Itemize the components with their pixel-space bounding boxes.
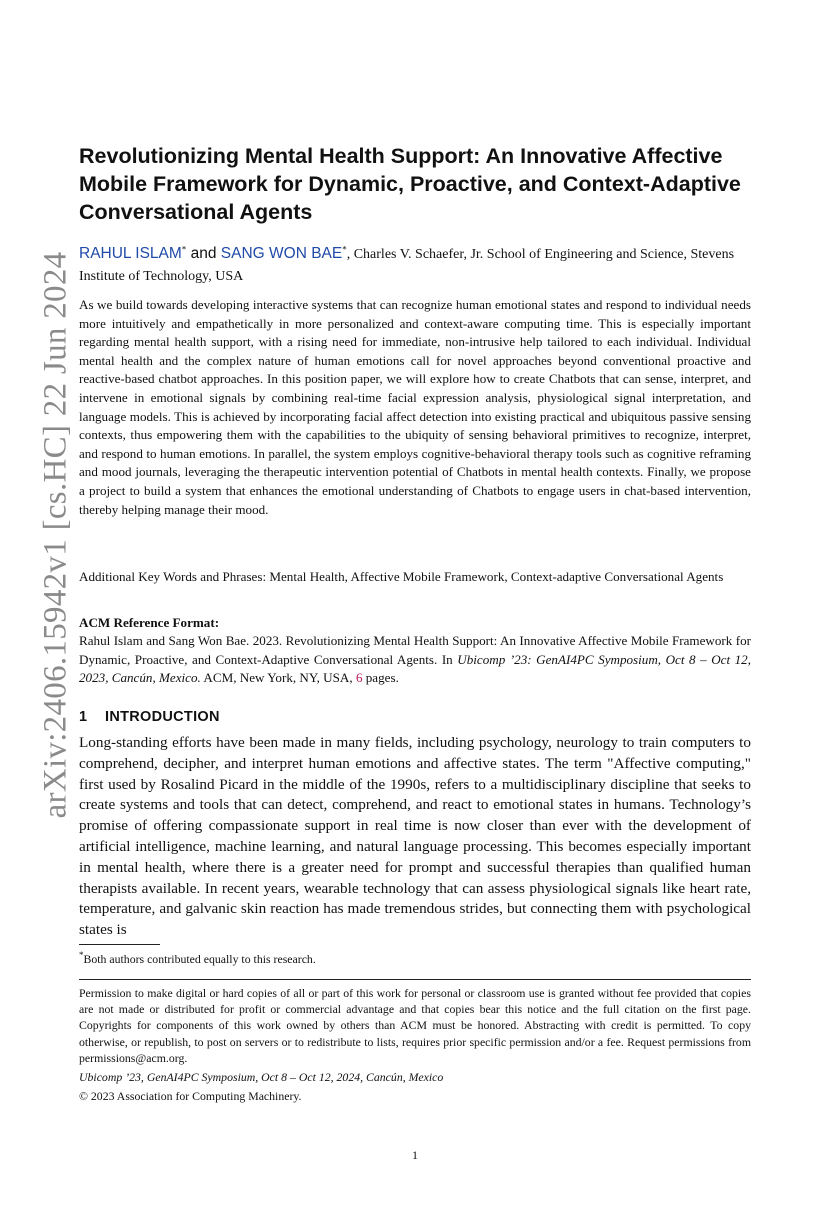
paper-title: Revolutionizing Mental Health Support: An Innovative Affective Mobile Framework for Dynamic, Proactive, and Context-Adaptive Conversational Agents (79, 144, 741, 224)
arxiv-stamp: arXiv:2406.15942v1 [cs.HC] 22 Jun 2024 (37, 251, 74, 819)
keywords: Additional Key Words and Phrases: Mental Health, Affective Mobile Framework, Context-adaptive Conversational Agents (79, 569, 724, 584)
author-name[interactable]: SANG WON BAE (220, 245, 343, 262)
footnote-divider (79, 944, 160, 945)
footnote-text: Both authors contributed equally to this research. (83, 952, 316, 966)
section-number: 1 (79, 709, 88, 725)
equal-contribution-mark: * (181, 244, 187, 255)
copyright-line: © 2023 Association for Computing Machinery. (79, 1089, 302, 1103)
acm-reference (79, 632, 751, 688)
author-block (79, 243, 751, 288)
venue-line: Ubicomp ’23, GenAI4PC Symposium, Oct 8 – Oct 12, 2024, Cancún, Mexico (79, 1070, 444, 1084)
equal-contribution-mark: * (342, 244, 347, 255)
footnote-mark: * (79, 950, 84, 961)
page-number: 1 (412, 1148, 418, 1162)
abstract: As we build towards developing interactive systems that can recognize human emotional states and respond to individual needs more intuitively and empathetically in more personalized and context-aware computing time. This is especially important regarding mental health support, with a rising need for immediate, non-intrusive help tailored to each individual. Individual mental health and the complex nature of human emotions call for novel approaches beyond conventional proactive and reactive-based chatbot approaches. In this position paper, we will explore how to create Chatbots that can sense, interpret, and intervene in emotional signals by combining real-time facial expression analysis, physiological signal interpretation, and language models. This is achieved by incorporating facial affect detection into existing practical and ubiquitous passive sensing contexts, thus empowering them with the capabilities to the ubiquity of sensing behavioral primitives to recognize, interpret, and respond to human emotions. In parallel, the system employs cognitive-behavioral therapy tools such as cognitive reframing and mood journals, leveraging the therapeutic intervention potential of Chatbots in mental health contexts. Finally, we propose a project to build a system that enhances the emotional understanding of Chatbots to engage users in chat-based intervention, thereby helping manage their mood. (79, 297, 751, 517)
author-name[interactable]: RAHUL ISLAM (79, 245, 182, 262)
introduction-text: Long-standing efforts have been made in many fields, including psychology, neurology to train computers to comprehend, decipher, and interpret human emotions and affective states. The term "Affective computing," first used by Rosalind Picard in the middle of the 1990s, refers to a multidisciplinary discipline that seeks to create systems and tools that can detect, comprehend, and react to emotional states in humans. Technology’s promise of offering compassionate support in real time is now closer than ever with the development of artificial intelligence, machine learning, and natural language processing. This becomes especially important in mental health, where there is a greater need for prompt and successful therapies than qualified human therapists available. In recent years, wearable technology that can assess physiological signals like heart rate, temperature, and galvanic skin reaction has made tremendous strides, but connecting them with psychological states is (79, 734, 751, 939)
author-affiliation: , Charles V. Schaefer, Jr. School of Engineering and Science, Stevens Institute of Technology, USA (79, 247, 735, 284)
permission-notice: Permission to make digital or hard copies of all or part of this work for personal or classroom use is granted without fee provided that copies are not made or distributed for profit or commercial advantage and that copies bear this notice and the full citation on the first page. Copyrights for components of this work owned by others than ACM must be honored. Abstracting with credit is permitted. To copy otherwise, or republish, to post on servers or to redistribute to lists, requires prior specific permission and/or a fee. Request permissions from permissions@acm.org. (79, 986, 751, 1065)
section-heading (79, 707, 220, 727)
section-title: INTRODUCTION (105, 709, 220, 725)
acm-reference-pages-suffix: pages. (362, 670, 399, 686)
acm-reference-venue: Ubicomp ’23: GenAI4PC Symposium, Oct 8 – Oct 12, 2023, Cancún, Mexico. (79, 651, 752, 686)
footnote (79, 951, 316, 967)
acm-reference-heading: ACM Reference Format: (79, 615, 220, 630)
author-conjunction: and (186, 245, 221, 262)
acm-reference-publisher: ACM, New York, NY, USA, (200, 670, 356, 686)
page-count-link[interactable]: 6 (355, 670, 363, 686)
permission-divider (79, 979, 751, 980)
acm-reference-text: Rahul Islam and Sang Won Bae. 2023. Revolutionizing Mental Health Support: An Innovative Affective Mobile Framework for Dynamic, Proactive, and Context-Adaptive Conversational Agents. In (79, 633, 751, 667)
